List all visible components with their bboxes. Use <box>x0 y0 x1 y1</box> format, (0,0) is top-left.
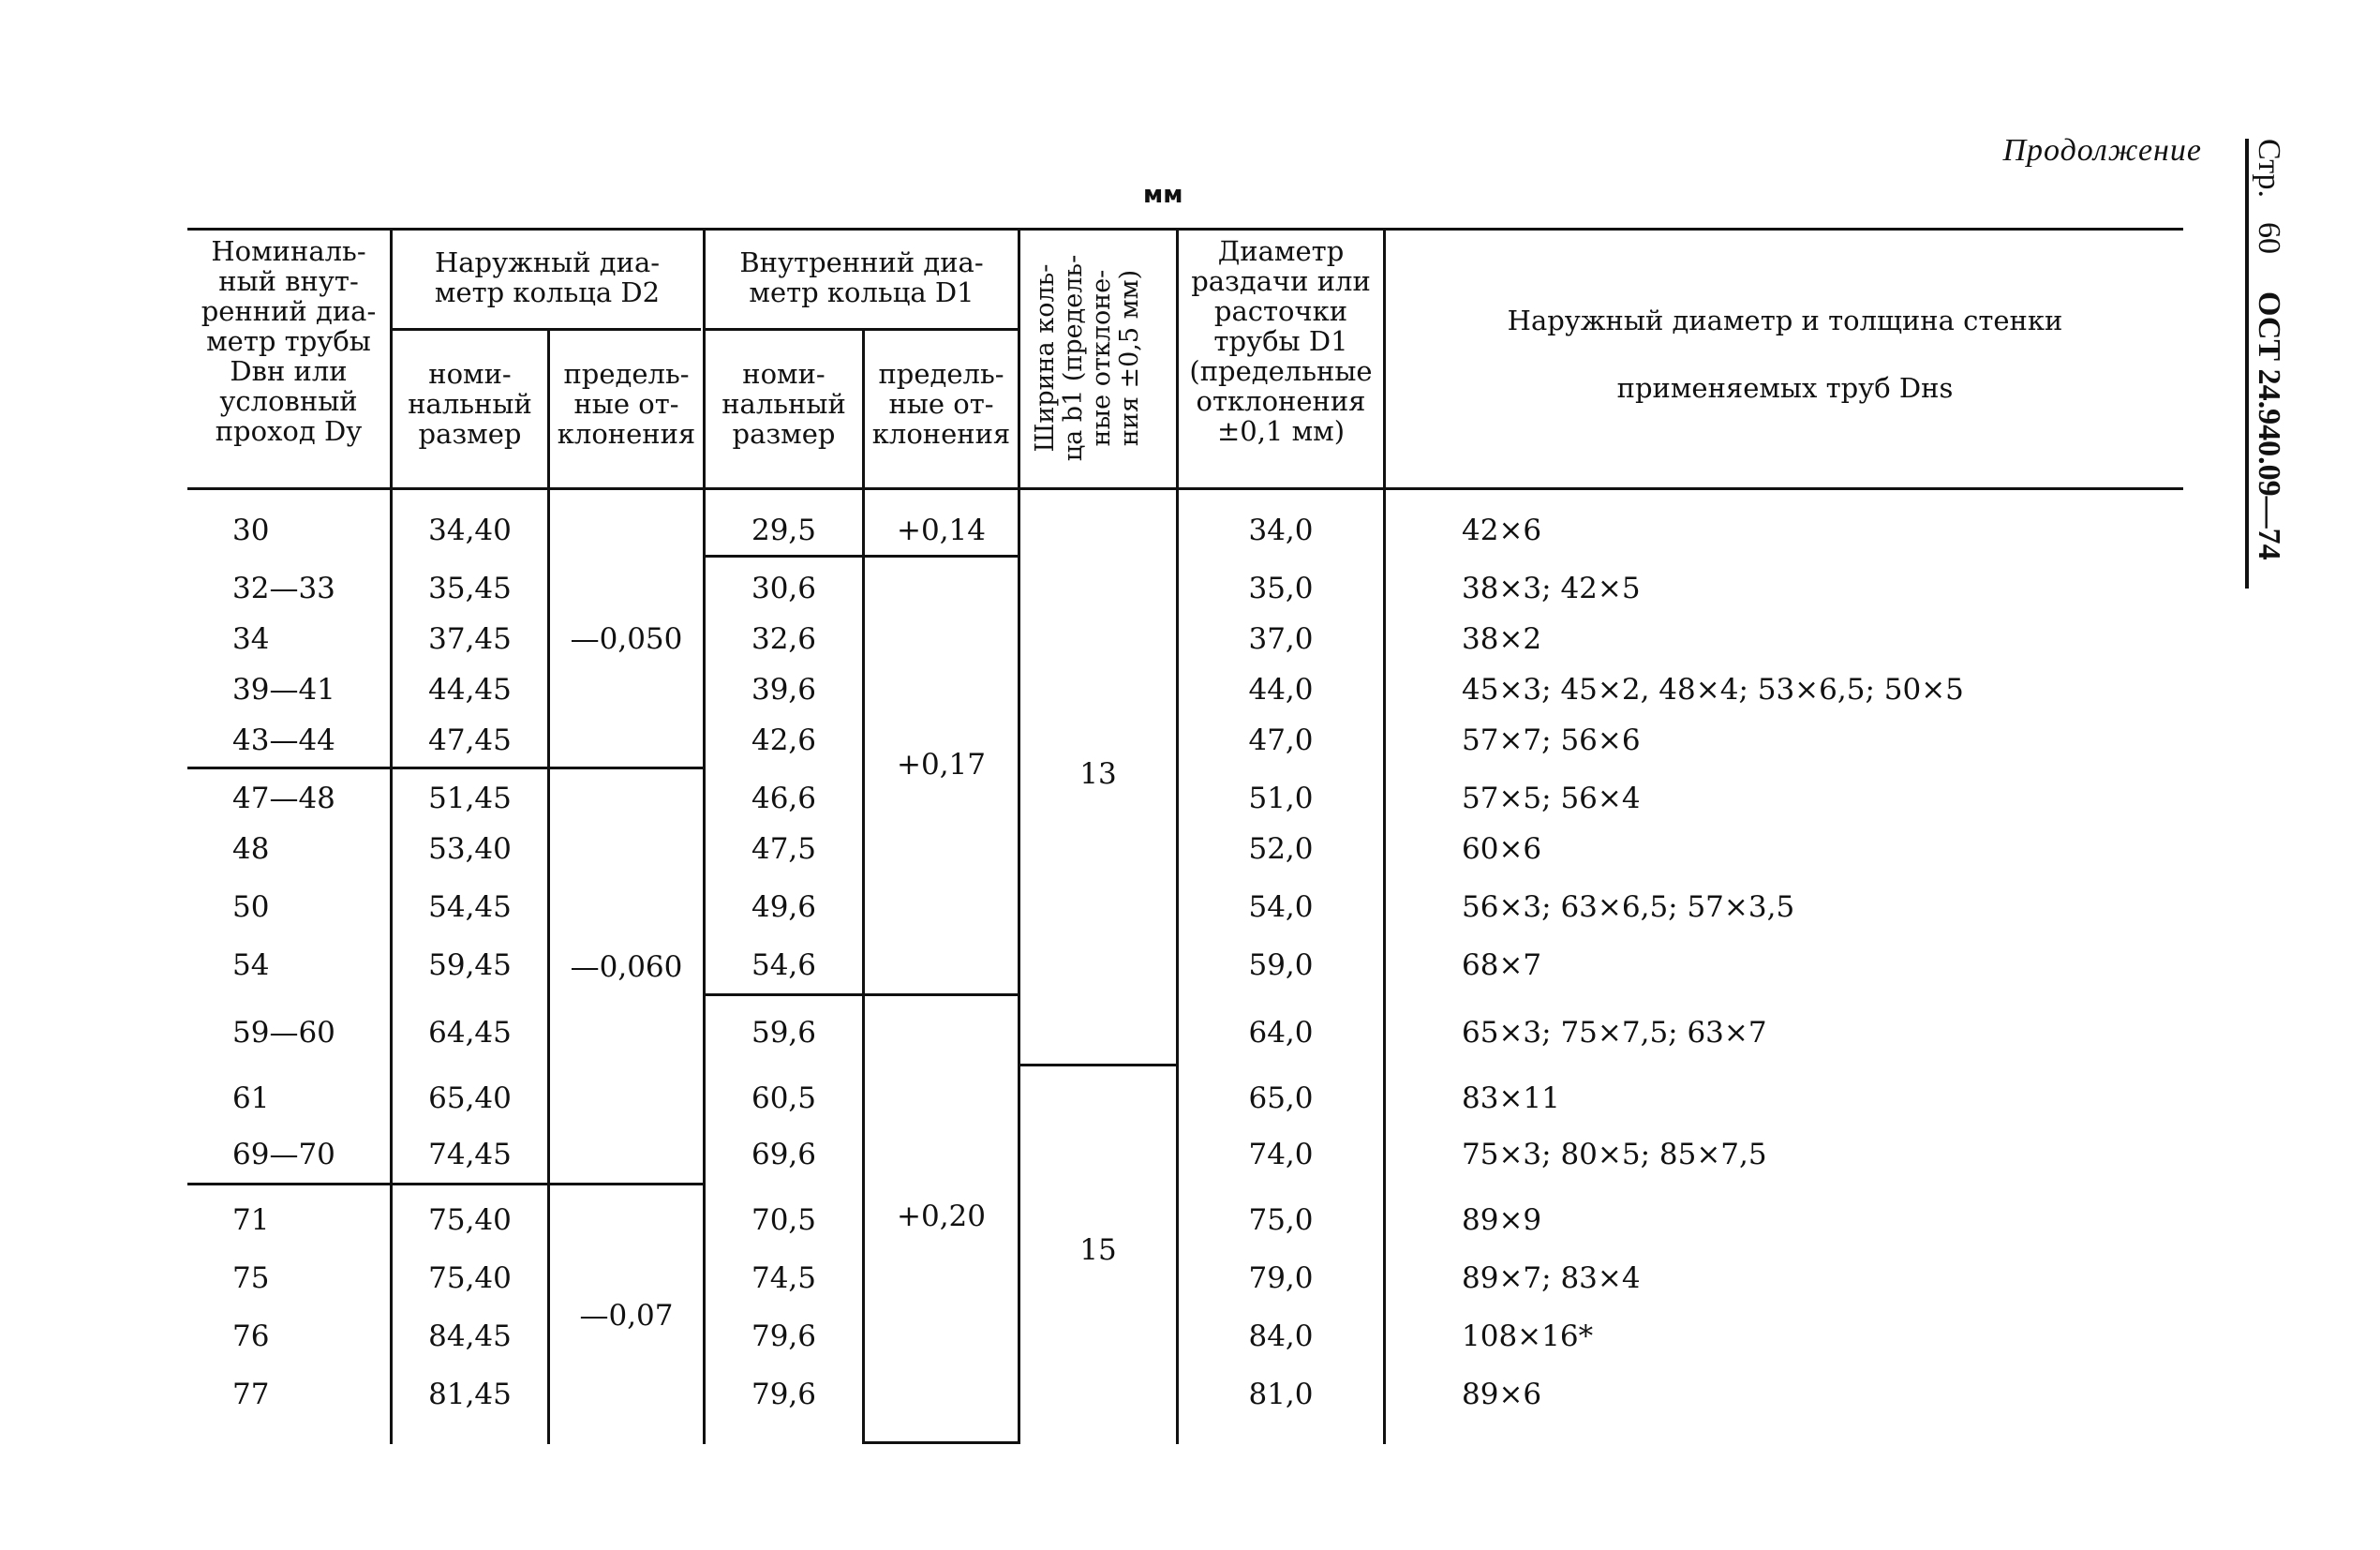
cell-expansion-diameter: 75,0 <box>1248 1203 1314 1237</box>
cell-d2-nominal: 44,45 <box>428 673 512 707</box>
cell-expansion-diameter: 59,0 <box>1248 948 1314 982</box>
cell-d1-nominal: 30,6 <box>751 572 817 605</box>
cell-d1-nominal: 29,5 <box>751 514 817 547</box>
cell-d2-nominal: 53,40 <box>428 832 512 866</box>
cell-d1-nominal: 70,5 <box>751 1203 817 1237</box>
rule-width-split <box>1020 1064 1176 1066</box>
cell-pipes: 89×6 <box>1462 1378 1542 1411</box>
header-expansion-diameter: Диаметр раздачи или расточки трубы D1 (предельные отклонения ±0,1 мм) <box>1189 235 1373 447</box>
cell-d2-nominal: 54,45 <box>428 890 512 924</box>
cell-pipes: 68×7 <box>1462 948 1542 982</box>
cell-pipes: 45×3; 45×2, 48×4; 53×6,5; 50×5 <box>1462 673 1964 707</box>
cell-pipes: 108×16* <box>1462 1319 1594 1353</box>
cell-d2-nominal: 37,45 <box>428 622 512 656</box>
cell-d1-nominal: 54,6 <box>751 948 817 982</box>
cell-pipes: 89×9 <box>1462 1203 1542 1237</box>
cell-expansion-diameter: 74,0 <box>1248 1138 1314 1171</box>
header-ring-width: Ширина коль- ца b1 (предель- ные отклоне- ния ±0,5 мм) <box>1031 254 1144 462</box>
cell-nominal-bore: 47—48 <box>232 782 335 815</box>
cell-d2-nominal: 35,45 <box>428 572 512 605</box>
header-nominal-diameter: Номиналь- ный внут- ренний диа- метр трубы Dвн или условный проход Dу <box>201 235 377 447</box>
cell-pipes: 56×3; 63×6,5; 57×3,5 <box>1462 890 1795 924</box>
cell-expansion-diameter: 51,0 <box>1248 782 1314 815</box>
cell-pipes: 57×5; 56×4 <box>1462 782 1641 815</box>
merged-width-1: 13 <box>1079 757 1117 791</box>
header-d1-group: Внутренний диа- метр кольца D1 <box>739 246 984 308</box>
rule-d2dev-group2 <box>550 1183 703 1185</box>
cell-nominal-bore: 54 <box>232 948 270 982</box>
rule-d1dev-underline-2 <box>865 993 1018 996</box>
cell-nominal-bore: 32—33 <box>232 572 335 605</box>
cell-pipes: 75×3; 80×5; 85×7,5 <box>1462 1138 1767 1171</box>
cell-expansion-diameter: 54,0 <box>1248 890 1314 924</box>
cell-expansion-diameter: 79,0 <box>1248 1261 1314 1295</box>
cell-nominal-bore: 43—44 <box>232 723 335 757</box>
d2-group-rule <box>392 328 701 331</box>
cell-pipes: 38×2 <box>1462 622 1542 656</box>
header-pipes-line1: Наружный диаметр и толщина стенки <box>1507 305 2063 336</box>
rule-dn-group2 <box>187 1183 390 1185</box>
cell-d2-nominal: 51,45 <box>428 782 512 815</box>
rule-d2nom-group1 <box>393 767 547 769</box>
cell-d1-nominal: 79,6 <box>751 1378 817 1411</box>
cell-d2-nominal: 47,45 <box>428 723 512 757</box>
cell-nominal-bore: 30 <box>232 514 270 547</box>
rule-dn-group1 <box>187 767 390 769</box>
cell-pipes: 89×7; 83×4 <box>1462 1261 1641 1295</box>
header-d2-deviation: предель- ные от- клонения <box>557 358 696 450</box>
header-pipes-line2: применяемых труб Dнs <box>1616 372 1954 404</box>
rule-d1nom-underline-2 <box>706 993 862 996</box>
cell-pipes: 65×3; 75×7,5; 63×7 <box>1462 1016 1767 1050</box>
col-sep-4 <box>862 330 865 1444</box>
cell-nominal-bore: 50 <box>232 890 270 924</box>
units-label: мм <box>1143 181 1183 209</box>
cell-d1-nominal: 74,5 <box>751 1261 817 1295</box>
cell-d2-nominal: 75,40 <box>428 1261 512 1295</box>
cell-nominal-bore: 76 <box>232 1319 270 1353</box>
cell-expansion-diameter: 65,0 <box>1248 1081 1314 1115</box>
page-sidebar <box>2245 139 2290 589</box>
table-top-rule <box>187 228 2183 231</box>
cell-nominal-bore: 77 <box>232 1378 270 1411</box>
cell-d1-nominal: 79,6 <box>751 1319 817 1353</box>
cell-d2-nominal: 34,40 <box>428 514 512 547</box>
cell-d2-nominal: 75,40 <box>428 1203 512 1237</box>
continuation-label: Продолжение <box>2002 133 2202 168</box>
col-sep-2 <box>547 330 550 1444</box>
merged-width-2: 15 <box>1079 1233 1117 1267</box>
rule-d1nom-underline-1 <box>706 555 862 558</box>
cell-expansion-diameter: 84,0 <box>1248 1319 1314 1353</box>
cell-d2-nominal: 64,45 <box>428 1016 512 1050</box>
cell-expansion-diameter: 64,0 <box>1248 1016 1314 1050</box>
sidebar-text <box>2251 139 2286 560</box>
merged-d2-deviation-1: —0,050 <box>570 622 683 656</box>
cell-nominal-bore: 61 <box>232 1081 270 1115</box>
merged-d1-deviation-3: +0,20 <box>897 1200 986 1233</box>
cell-nominal-bore: 48 <box>232 832 270 866</box>
cell-nominal-bore: 34 <box>232 622 270 656</box>
cell-d1-nominal: 49,6 <box>751 890 817 924</box>
rule-d2nom-group2 <box>393 1183 547 1185</box>
cell-nominal-bore: 75 <box>232 1261 270 1295</box>
cell-d1-nominal: 39,6 <box>751 673 817 707</box>
cell-expansion-diameter: 34,0 <box>1248 514 1314 547</box>
cell-d2-nominal: 84,45 <box>428 1319 512 1353</box>
header-d2-group: Наружный диа- метр кольца D2 <box>434 246 661 308</box>
cell-pipes: 57×7; 56×6 <box>1462 723 1641 757</box>
header-d1-deviation: предель- ные от- клонения <box>871 358 1011 450</box>
cell-d2-nominal: 65,40 <box>428 1081 512 1115</box>
rule-d2dev-group1 <box>550 767 703 769</box>
cell-expansion-diameter: 47,0 <box>1248 723 1314 757</box>
cell-d2-nominal: 81,45 <box>428 1378 512 1411</box>
page-label: Стр. <box>2252 139 2286 199</box>
page-number: 60 <box>2252 222 2286 255</box>
cell-d1-nominal: 42,6 <box>751 723 817 757</box>
cell-nominal-bore: 71 <box>232 1203 270 1237</box>
header-d1-nominal: номи- нальный размер <box>721 358 846 450</box>
cell-pipes: 42×6 <box>1462 514 1542 547</box>
rule-d1dev-underline-1 <box>865 555 1018 558</box>
header-bottom-rule <box>187 487 2183 490</box>
cell-expansion-diameter: 35,0 <box>1248 572 1314 605</box>
standard-code: ОСТ 24.940.09—74 <box>2252 291 2286 560</box>
cell-expansion-diameter: 81,0 <box>1248 1378 1314 1411</box>
cell-d2-nominal: 59,45 <box>428 948 512 982</box>
rule-d1dev-bottom <box>865 1441 1018 1444</box>
merged-d1-deviation-1: +0,14 <box>897 514 986 547</box>
cell-d1-nominal: 60,5 <box>751 1081 817 1115</box>
merged-d1-deviation-2: +0,17 <box>897 748 986 782</box>
cell-nominal-bore: 39—41 <box>232 673 335 707</box>
cell-d1-nominal: 32,6 <box>751 622 817 656</box>
cell-nominal-bore: 69—70 <box>232 1138 335 1171</box>
cell-d1-nominal: 46,6 <box>751 782 817 815</box>
cell-pipes: 83×11 <box>1462 1081 1560 1115</box>
cell-pipes: 60×6 <box>1462 832 1542 866</box>
cell-d2-nominal: 74,45 <box>428 1138 512 1171</box>
cell-expansion-diameter: 44,0 <box>1248 673 1314 707</box>
merged-d2-deviation-2: —0,060 <box>570 950 683 984</box>
cell-expansion-diameter: 37,0 <box>1248 622 1314 656</box>
header-d2-nominal: номи- нальный размер <box>408 358 532 450</box>
cell-d1-nominal: 59,6 <box>751 1016 817 1050</box>
cell-d1-nominal: 69,6 <box>751 1138 817 1171</box>
d1-group-rule <box>705 328 1018 331</box>
cell-pipes: 38×3; 42×5 <box>1462 572 1641 605</box>
cell-d1-nominal: 47,5 <box>751 832 817 866</box>
cell-nominal-bore: 59—60 <box>232 1016 335 1050</box>
merged-d2-deviation-3: —0,07 <box>579 1299 674 1333</box>
cell-expansion-diameter: 52,0 <box>1248 832 1314 866</box>
col-sep-7 <box>1383 231 1386 1444</box>
